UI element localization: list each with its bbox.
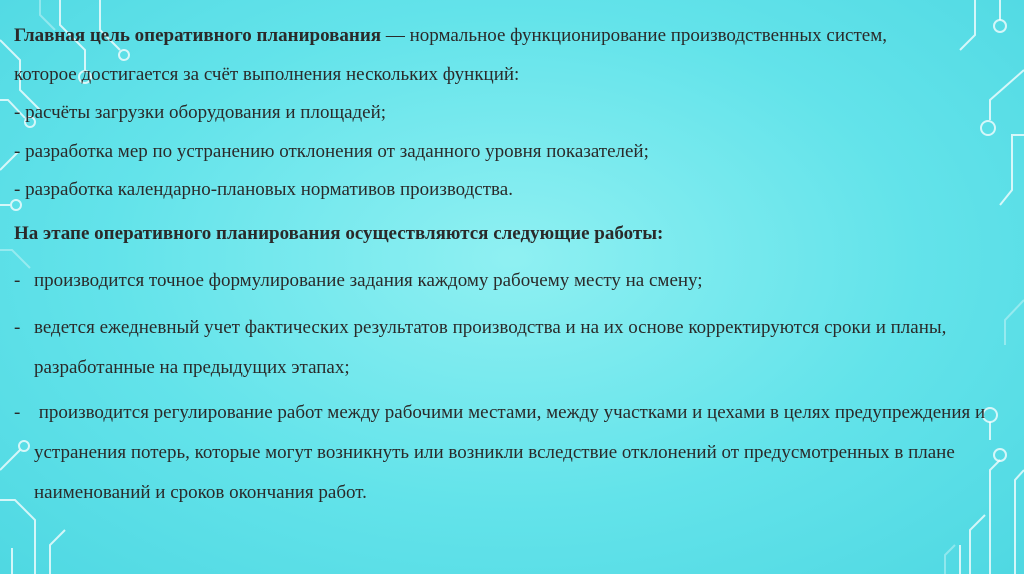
intro-paragraph: [14, 17, 1014, 210]
bullet-dash: -: [14, 316, 21, 338]
bullet-dash: -: [14, 269, 21, 291]
bullet-text-2: ведется ежедневный учет фактических результатов производства и на их основе корректируются сроки и планы, разработанные на предыдущих этапах;: [34, 316, 947, 378]
list-item: [14, 261, 1014, 301]
intro-line-2: которое достигается за счёт выполнения нескольких функций:: [14, 63, 520, 85]
main-goal-rest: — нормальное функционирование производственных систем,: [381, 25, 887, 46]
slide-content: [14, 17, 1014, 513]
function-item-1: - расчёты загрузки оборудования и площадей;: [14, 102, 387, 123]
list-item: [14, 308, 1014, 388]
main-goal-bold-lead: Главная цель оперативного планирования: [14, 25, 382, 46]
function-item-3: - разработка календарно-плановых нормативов производства.: [14, 179, 513, 200]
bullet-text-1: производится точное формулирование задания каждому рабочему месту на смену;: [34, 269, 703, 291]
function-item-2: - разработка мер по устранению отклонения от заданного уровня показателей;: [14, 140, 649, 162]
works-list: [14, 261, 1014, 513]
list-item: [14, 393, 1014, 513]
bullet-text-3: производится регулирование работ между рабочими местами, между участками и цехами в целях предупреждения и устранения потерь, которые могут возникнуть или возникли вследствие отклонений от предусмотренных в плане наименований и сроков окончания работ.: [34, 401, 990, 503]
bullet-dash: -: [14, 401, 21, 423]
works-heading: На этапе оперативного планирования осуществляются следующие работы:: [14, 222, 664, 244]
